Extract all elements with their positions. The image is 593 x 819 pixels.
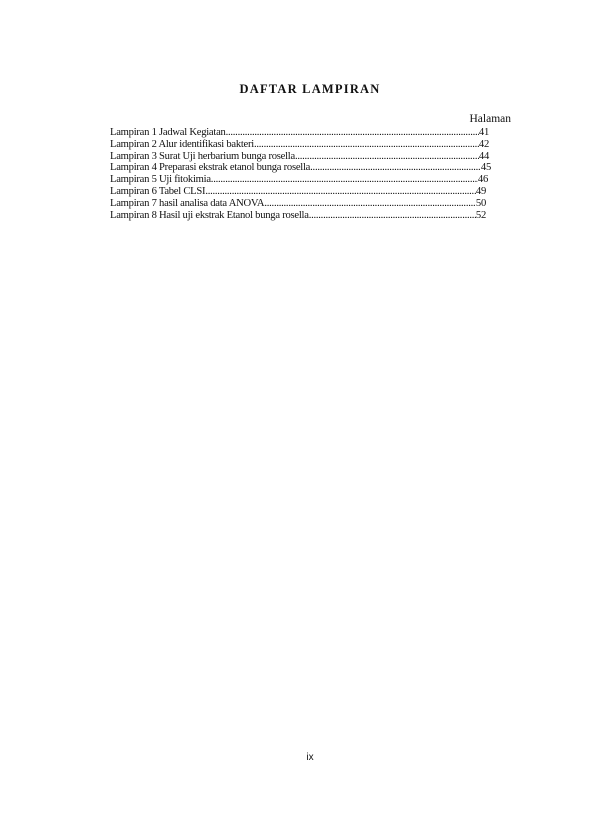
toc-entry-page: 52 <box>475 209 486 221</box>
toc-entry-3 <box>110 151 489 163</box>
toc-entry-8 <box>110 210 486 222</box>
dot-leader <box>226 127 479 139</box>
toc-entry-page: 46 <box>477 174 488 186</box>
toc-entry-label: Lampiran 1 Jadwal Kegiatan <box>110 127 226 138</box>
toc-entry-label: Lampiran 5 Uji fitokimia <box>110 174 211 186</box>
toc-entry-7 <box>110 198 486 210</box>
toc-entry-1 <box>110 127 489 139</box>
dot-leader <box>295 151 479 163</box>
dot-leader <box>205 186 476 198</box>
page-column-header: Halaman <box>469 113 511 125</box>
toc-entry-page: 44 <box>478 150 489 162</box>
toc-entry-label: Lampiran 6 Tabel CLSI <box>110 185 206 197</box>
dot-leader <box>264 198 476 210</box>
toc-entry-label: Lampiran 7 hasil analisa data ANOVA <box>110 197 265 209</box>
dot-leader <box>310 162 481 174</box>
dot-leader <box>254 139 479 151</box>
toc-entry-6 <box>110 186 486 198</box>
toc-entry-label: Lampiran 3 Surat Uji herbarium bunga rosella <box>110 150 295 162</box>
toc-entry-page: 50 <box>475 197 486 209</box>
toc-entry-label: Lampiran 2 Alur identifikasi bakteri <box>110 138 254 150</box>
toc-entry-2 <box>110 139 489 151</box>
page-title: DAFTAR LAMPIRAN <box>239 82 381 96</box>
toc-entry-label: Lampiran 4 Preparasi ekstrak etanol bunga rosella <box>110 162 311 174</box>
dot-leader <box>211 174 478 186</box>
toc-entry-5 <box>110 174 488 186</box>
toc-entry-page: 49 <box>475 185 486 197</box>
toc-entry-page: 42 <box>478 138 489 150</box>
attachment-list <box>110 127 491 221</box>
toc-entry-page: 45 <box>480 162 491 174</box>
toc-entry-page: 41 <box>478 127 489 138</box>
page-number: ix <box>306 752 314 763</box>
dot-leader <box>309 210 476 222</box>
toc-entry-4 <box>110 162 491 174</box>
toc-entry-label: Lampiran 8 Hasil uji ekstrak Etanol bunga rosella <box>110 209 309 221</box>
